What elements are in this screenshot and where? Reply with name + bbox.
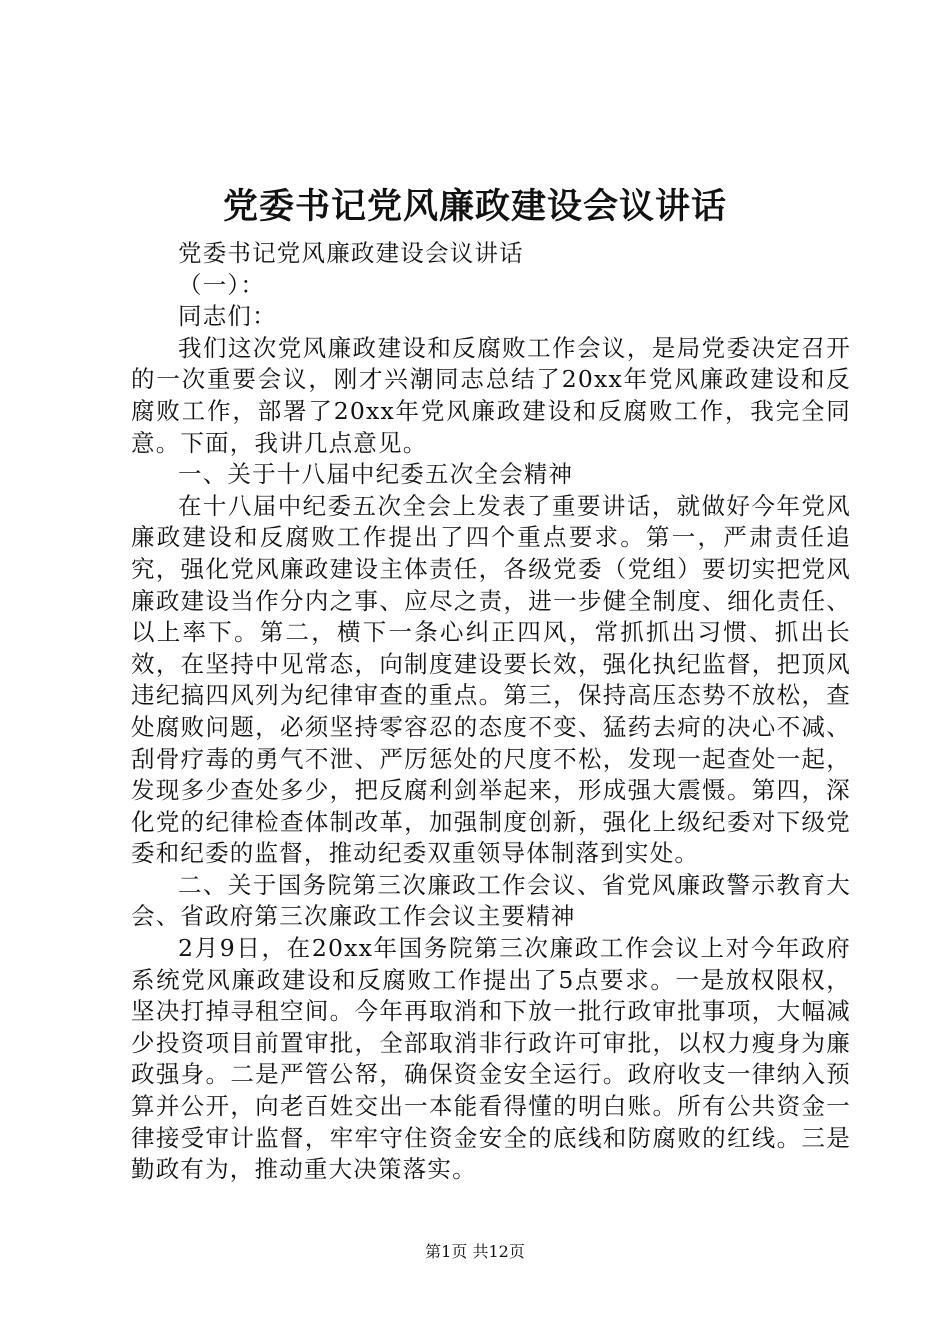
body-paragraph: 在十八届中纪委五次全会上发表了重要讲话，就做好今年党风廉政建设和反腐败工作提出了四个重点要求。第一，严肃责任追究，强化党风廉政建设主体责任，各级党委（党组）要切实把党风廉政建设当作分内之事、应尽之责，进一步健全制度、细化责任、以上率下。第二，横下一条心纠正四风，常抓抓出习惯、抓出长效，在坚持中见常态，向制度建设要长效，强化执纪监督，把顶风违纪搞四风列为纪律审查的重点。第三，保持高压态势不放松，查处腐败问题，必须坚持零容忍的态度不变、猛药去疴的决心不减、刮骨疗毒的勇气不泄、严厉惩处的尺度不松，发现一起查处一起，发现多少查处多少，把反腐利剑举起来，形成强大震慑。第四，深化党的纪律检查体制改革，加强制度创新，强化上级纪委对下级党委和纪委的监督，推动纪委双重领导体制落到实处。	[131, 491, 851, 868]
subtitle-paragraph: 党委书记党风廉政建设会议讲话	[178, 239, 524, 267]
page-total: 共12页	[472, 1242, 525, 1261]
body-paragraph: 2月9日，在20xx年国务院第三次廉政工作会议上对今年政府系统党风廉政建设和反腐败工作提出了5点要求。一是放权限权，坚决打掉寻租空间。今年再取消和下放一批行政审批事项，大幅减少投资项目前置审批，全部取消非行政许可审批，以权力瘦身为廉政强身。二是严管公帑，确保资金安全运行。政府收支一律纳入预算并公开，向老百姓交出一本能看得懂的明白账。所有公共资金一律接受审计监督，牢牢守住资金安全的底线和防腐败的红线。三是勤政有为，推动重大决策落实。	[131, 934, 851, 1184]
page-footer	[0, 1240, 950, 1264]
section-heading: 二、关于国务院第三次廉政工作会议、省党风廉政警示教育大会、省政府第三次廉政工作会议主要精神	[131, 870, 851, 931]
section-marker-paragraph: （一）：	[178, 270, 266, 299]
document-title: 党委书记党风廉政建设会议讲话	[222, 186, 727, 227]
section-heading: 一、关于十八届中纪委五次全会精神	[178, 460, 574, 489]
document-body	[131, 238, 851, 1186]
salutation-paragraph: 同志们：	[178, 302, 277, 331]
page-number: 第1页	[425, 1242, 468, 1261]
body-paragraph: 我们这次党风廉政建设和反腐败工作会议，是局党委决定召开的一次重要会议，刚才兴潮同志总结了20xx年党风廉政建设和反腐败工作，部署了20xx年党风廉政建设和反腐败工作，我完全同意。下面，我讲几点意见。	[131, 333, 851, 457]
